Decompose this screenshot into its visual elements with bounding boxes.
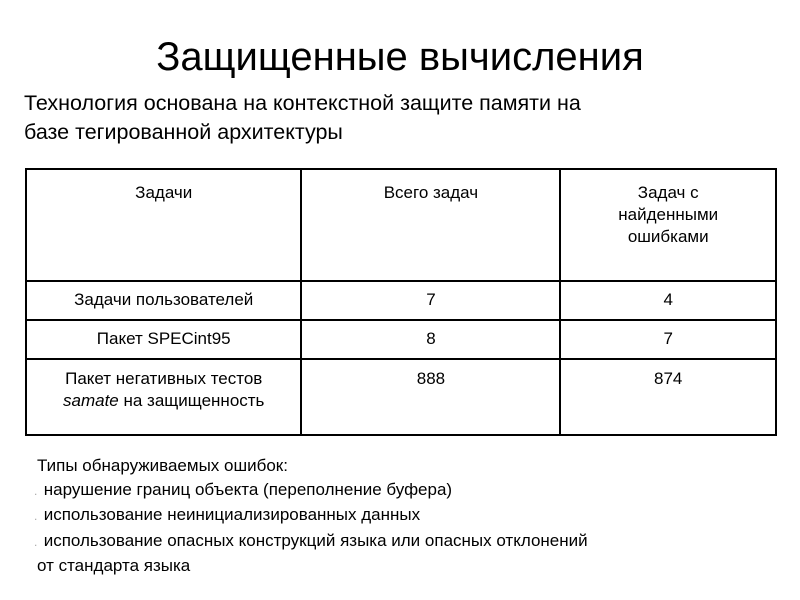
table-cell (301, 359, 560, 435)
list-item-text: использование опасных конструкций языка или опасных отклонений (43, 530, 588, 550)
table-cell (26, 281, 301, 320)
table-row (26, 281, 776, 320)
row-total: 7 (426, 290, 436, 309)
row-with-errors: 4 (663, 290, 673, 309)
table-row (26, 320, 776, 359)
bullet-marker: . (34, 509, 38, 523)
list-item-text: использование неинициализированных данных (43, 505, 421, 524)
table-cell (560, 281, 776, 320)
list-item (34, 478, 777, 504)
error-types-heading: Типы обнаруживаемых ошибок: (37, 456, 288, 475)
row-with-errors: 874 (654, 369, 683, 388)
header-with-errors-line: ошибками (627, 227, 709, 246)
list-item (34, 529, 777, 555)
header-total: Всего задач (383, 183, 479, 202)
results-table (25, 168, 777, 436)
row-total: 8 (426, 329, 436, 348)
slide-subtitle (24, 89, 744, 147)
table-cell (301, 320, 560, 359)
header-with-errors (561, 170, 775, 248)
list-item-text: нарушение границ объекта (переполнение буфера) (43, 479, 453, 499)
header-tasks: Задачи (135, 183, 193, 202)
row-total: 888 (416, 369, 446, 388)
error-types-block (34, 454, 777, 578)
slide-title: Защищенные вычисления (156, 35, 644, 79)
table-row (26, 359, 776, 435)
table-cell (560, 320, 776, 359)
list-item (34, 503, 777, 529)
table-header-cell (560, 169, 776, 281)
table-cell (560, 359, 776, 435)
list-item-continuation: от стандарта языка (37, 556, 191, 575)
row-task-italic: samate (63, 391, 119, 410)
row-task: Задачи пользователей (74, 290, 254, 309)
row-task (27, 360, 300, 412)
row-task-line-2 (47, 390, 280, 412)
table-cell (26, 359, 301, 435)
bullet-marker: . (34, 534, 38, 549)
table-header-cell (26, 169, 301, 281)
header-with-errors-line: Задач с (637, 183, 699, 202)
header-with-errors-line: найденными (618, 205, 719, 224)
table-cell (301, 281, 560, 320)
subtitle-line-2: базе тегированной архитектуры (24, 120, 343, 144)
row-task: Пакет SPECint95 (96, 329, 231, 348)
table-header-row (26, 169, 776, 281)
subtitle-line-1: Технология основана на контекстной защите памяти на (24, 91, 581, 115)
table-cell (26, 320, 301, 359)
table-header-cell (301, 169, 560, 281)
bullet-marker: . (34, 483, 38, 498)
row-task-rest: на защищенность (118, 391, 265, 410)
row-with-errors: 7 (663, 329, 673, 348)
row-task-line-1: Пакет негативных тестов (65, 369, 263, 388)
